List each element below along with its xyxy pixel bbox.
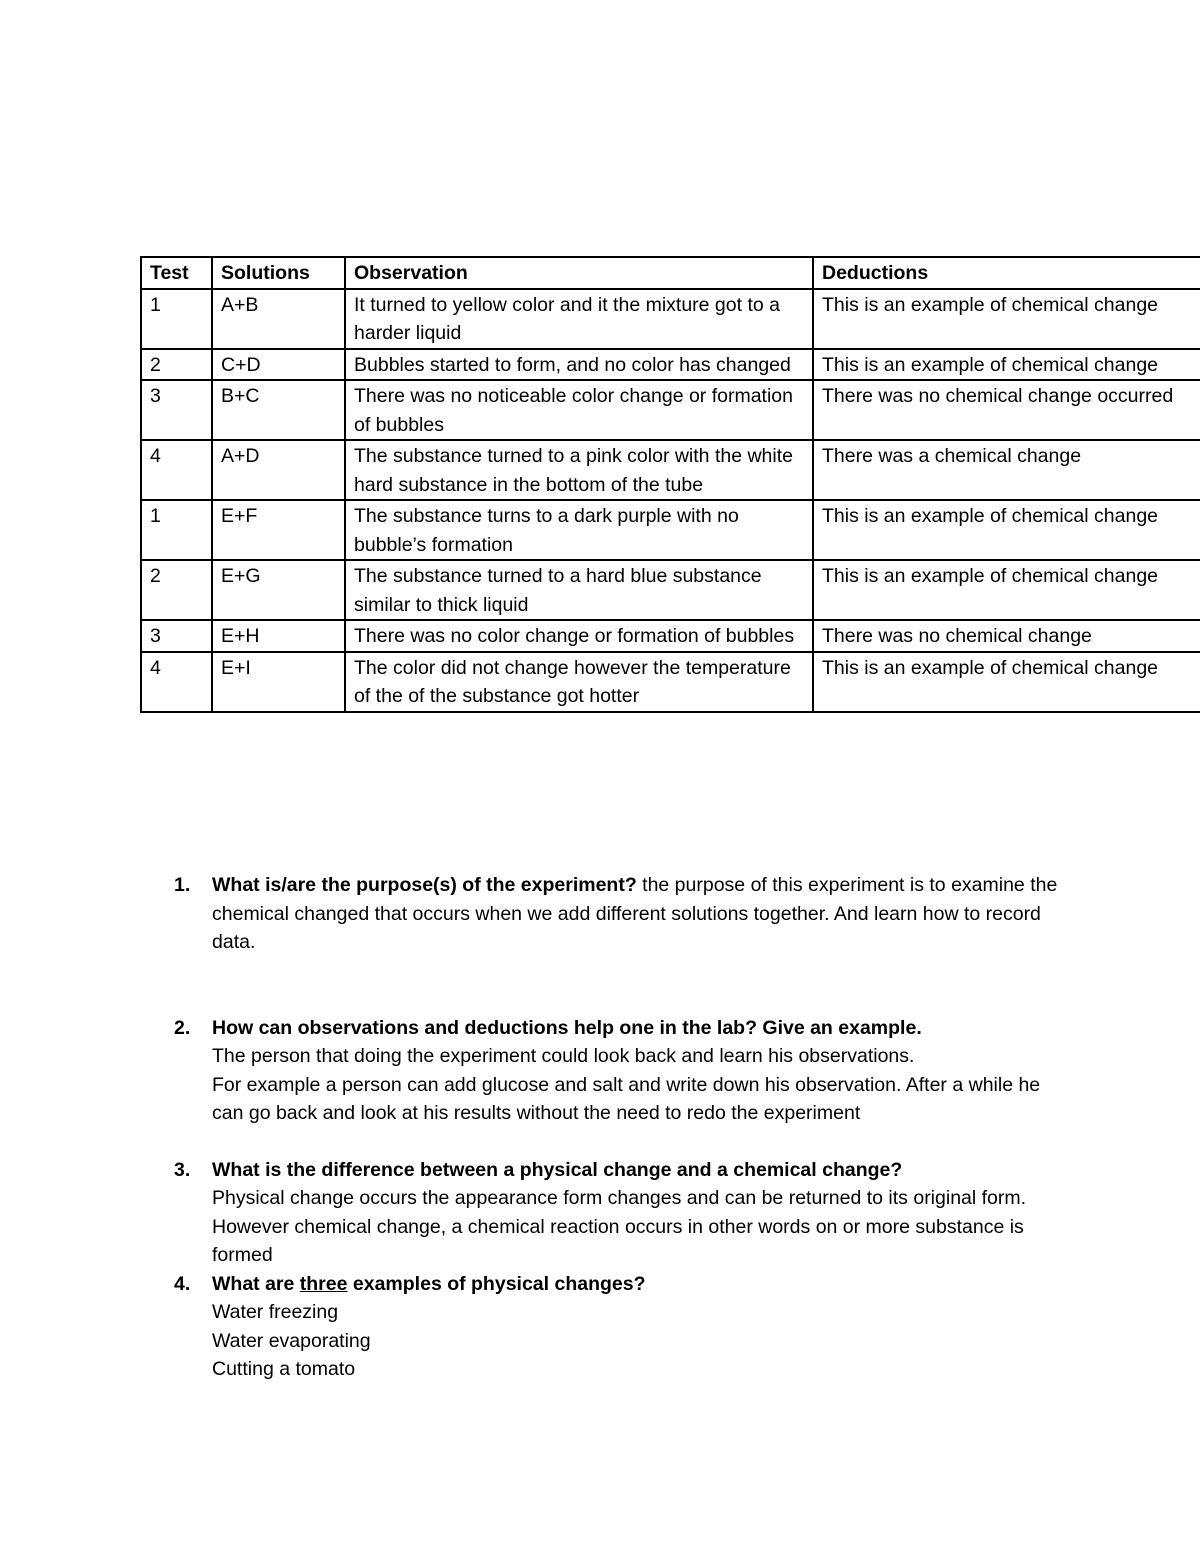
cell-deduction: This is an example of chemical change — [813, 560, 1200, 620]
question-2 — [174, 1014, 1074, 1128]
cell-solutions: E+F — [212, 500, 345, 560]
answer-item: Water evaporating — [212, 1329, 371, 1352]
cell-observation: The color did not change however the temperature of the of the substance got hotter — [345, 652, 813, 712]
cell-deduction: This is an example of chemical change — [813, 289, 1200, 349]
table-row — [141, 560, 1200, 620]
cell-observation: The substance turned to a pink color with the white hard substance in the bottom of the tube — [345, 440, 813, 500]
answer-item: Cutting a tomato — [212, 1358, 356, 1380]
cell-deduction: This is an example of chemical change — [813, 652, 1200, 712]
cell-deduction: There was a chemical change — [813, 440, 1200, 500]
cell-test: 3 — [141, 380, 212, 440]
table-row — [141, 349, 1200, 381]
cell-solutions: A+D — [212, 440, 345, 500]
question-number: 2. — [174, 1016, 191, 1039]
cell-test: 4 — [141, 440, 212, 500]
question-text — [212, 1270, 1074, 1299]
cell-deduction: This is an example of chemical change — [813, 500, 1200, 560]
question-text-post: examples of physical changes? — [352, 1272, 646, 1295]
question-text: What is/are the purpose(s) of the experiment? — [212, 874, 637, 896]
cell-observation: The substance turns to a dark purple with no bubble’s formation — [345, 500, 813, 560]
answer-text: the purpose of this experiment is to examine the chemical changed that occurs when we add different solutions together. And learn how to record data. — [212, 874, 1058, 953]
question-text-underlined: three — [299, 1272, 348, 1295]
questions-list — [174, 871, 1074, 1384]
cell-observation: There was no noticeable color change or formation of bubbles — [345, 380, 813, 440]
question-text: How can observations and deductions help one in the lab? Give an example. — [212, 1016, 922, 1039]
question-number: 3. — [174, 1158, 191, 1181]
cell-solutions: E+G — [212, 560, 345, 620]
cell-test: 2 — [141, 349, 212, 381]
header-observation: Observation — [345, 257, 813, 289]
cell-test: 1 — [141, 289, 212, 349]
table-row — [141, 620, 1200, 652]
cell-deduction: There was no chemical change occurred — [813, 380, 1200, 440]
cell-test: 3 — [141, 620, 212, 652]
question-1 — [174, 871, 1074, 957]
cell-test: 4 — [141, 652, 212, 712]
question-number: 4. — [174, 1272, 191, 1295]
answer-item: Water freezing — [212, 1301, 339, 1323]
cell-observation: The substance turned to a hard blue substance similar to thick liquid — [345, 560, 813, 620]
cell-test: 2 — [141, 560, 212, 620]
question-3 — [174, 1156, 1074, 1270]
header-deductions: Deductions — [813, 257, 1200, 289]
table-row — [141, 289, 1200, 349]
header-solutions: Solutions — [212, 257, 345, 289]
cell-solutions: E+I — [212, 652, 345, 712]
table-header-row — [141, 257, 1200, 289]
table-row — [141, 652, 1200, 712]
header-test: Test — [141, 257, 212, 289]
cell-solutions: C+D — [212, 349, 345, 381]
question-text-pre: What are — [212, 1272, 295, 1295]
cell-deduction: This is an example of chemical change — [813, 349, 1200, 381]
question-number: 1. — [174, 874, 191, 896]
question-text: What is the difference between a physical change and a chemical change? — [212, 1158, 903, 1181]
cell-deduction: There was no chemical change — [813, 620, 1200, 652]
cell-observation: Bubbles started to form, and no color has changed — [345, 349, 813, 381]
cell-solutions: E+H — [212, 620, 345, 652]
table-row — [141, 440, 1200, 500]
cell-test: 1 — [141, 500, 212, 560]
question-4 — [174, 1270, 1074, 1384]
table-row — [141, 500, 1200, 560]
answer-text: For example a person can add glucose and salt and write down his observation. After a while he can go back and look at his results without the need to redo the experiment — [212, 1073, 1041, 1124]
answer-text: Physical change occurs the appearance form changes and can be returned to its original form. However chemical change, a chemical reaction occurs in other words on or more substance is formed — [212, 1187, 1027, 1266]
cell-observation: It turned to yellow color and it the mixture got to a harder liquid — [345, 289, 813, 349]
answer-text: The person that doing the experiment could look back and learn his observations. — [212, 1045, 915, 1067]
table-row — [141, 380, 1200, 440]
cell-solutions: A+B — [212, 289, 345, 349]
cell-solutions: B+C — [212, 380, 345, 440]
cell-observation: There was no color change or formation of bubbles — [345, 620, 813, 652]
lab-results-table — [140, 256, 1200, 713]
